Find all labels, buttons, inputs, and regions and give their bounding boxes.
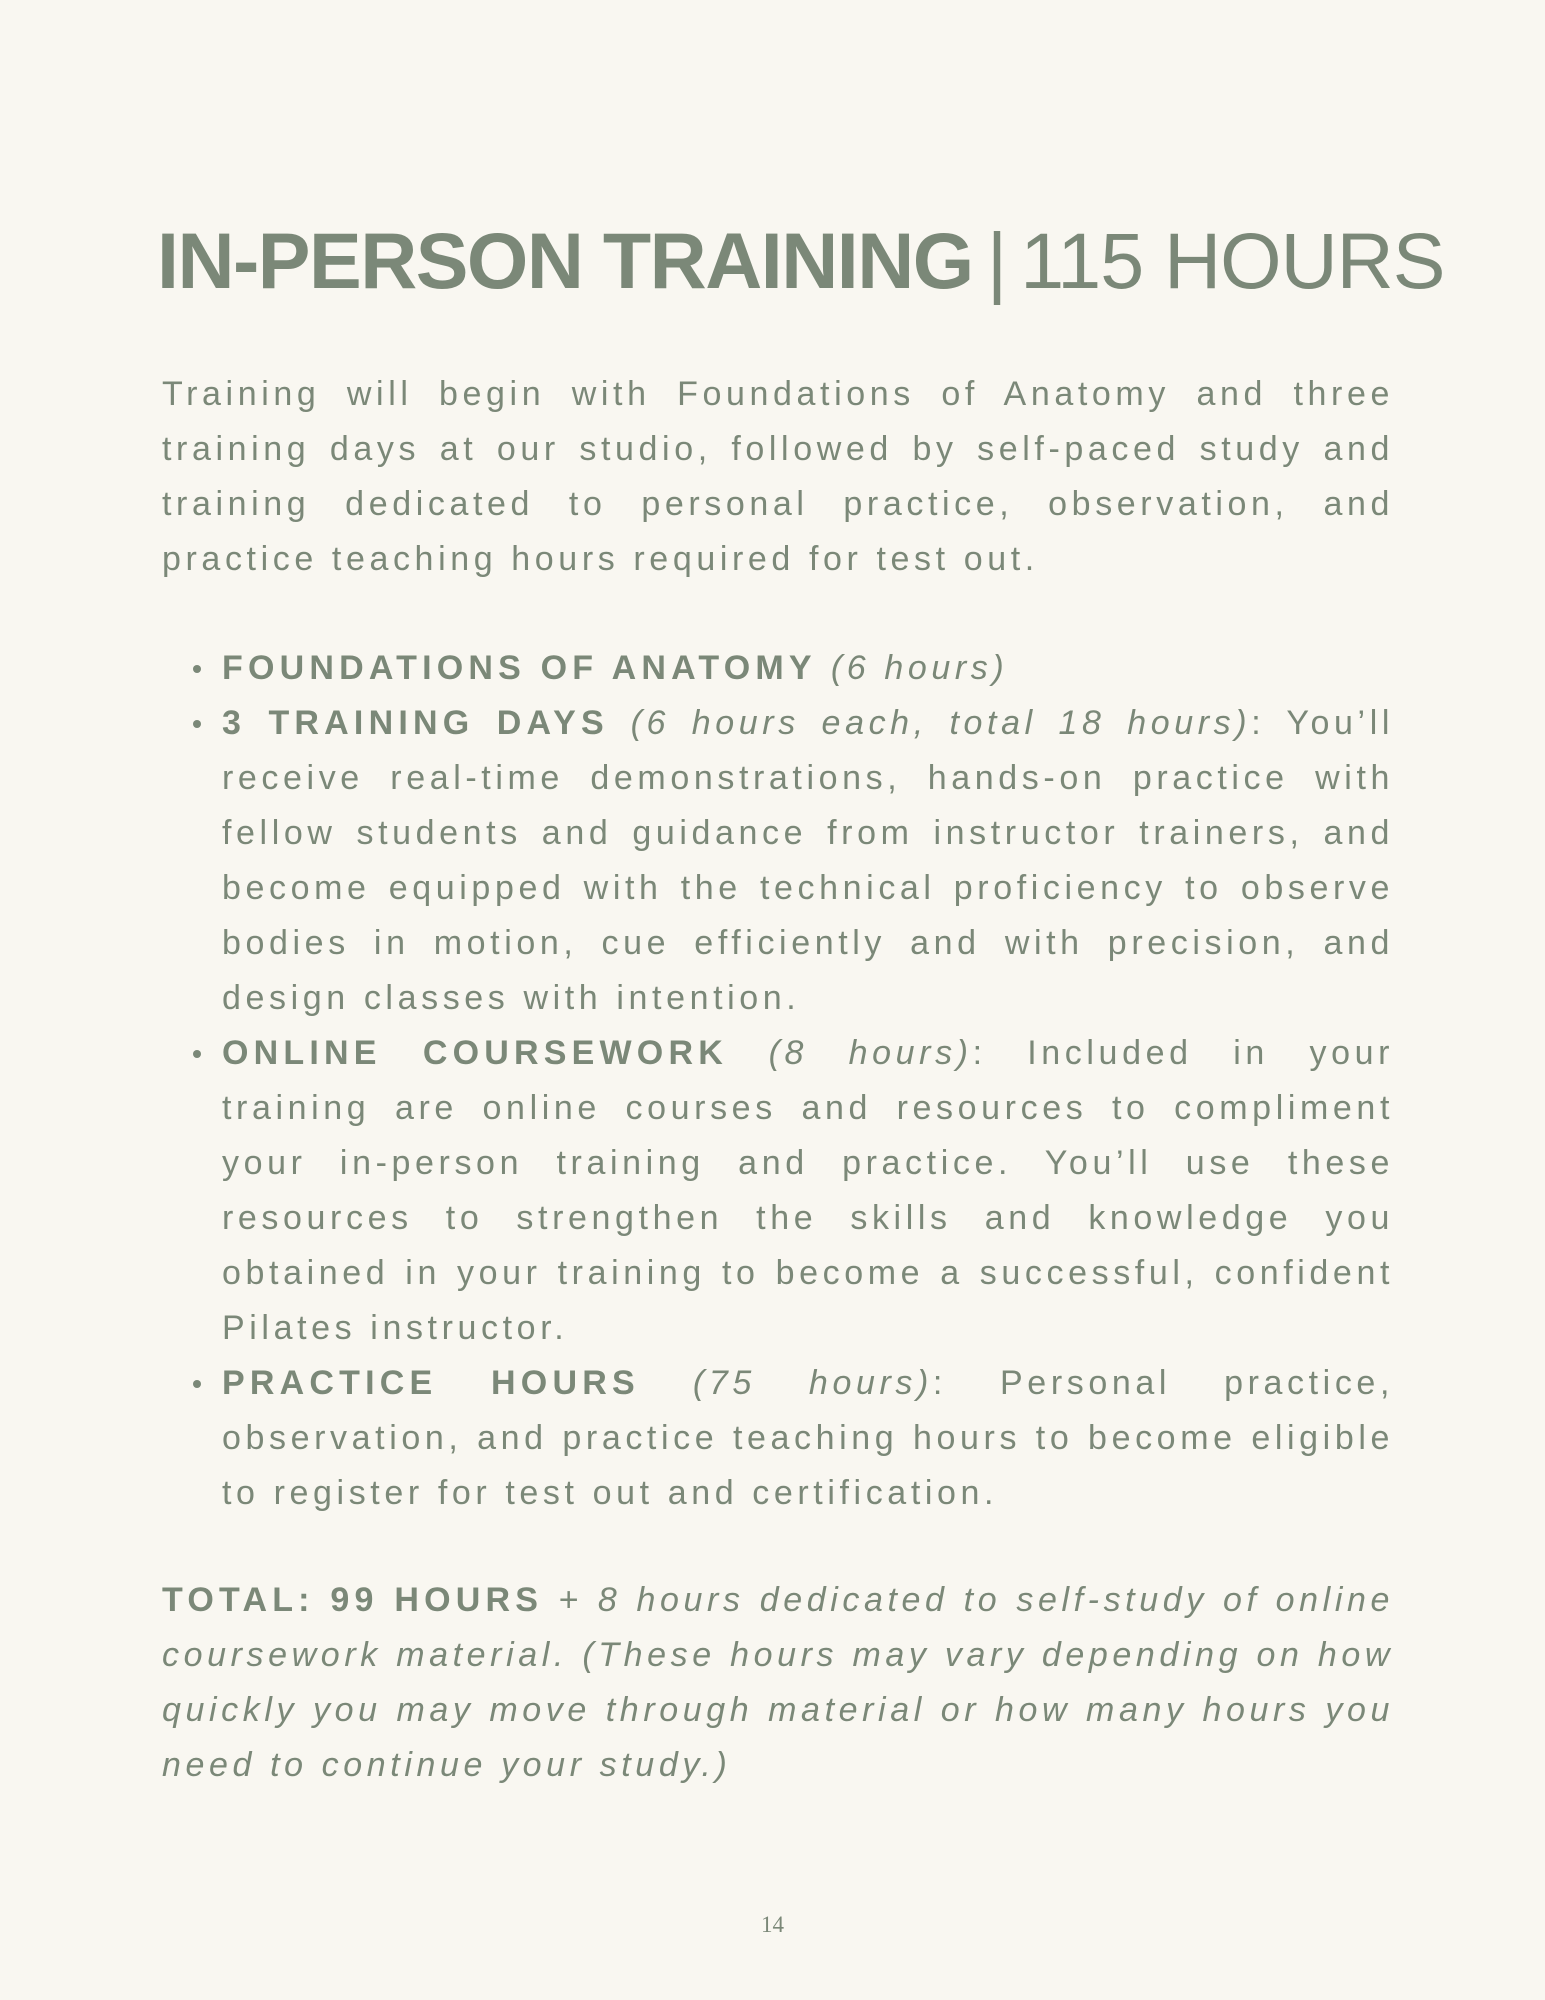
item-hours: (8 hours) xyxy=(768,1034,973,1072)
item-hours: (6 hours each, total 18 hours) xyxy=(630,704,1252,742)
bullet-dot xyxy=(193,1050,201,1058)
bullet-dot xyxy=(193,1380,201,1388)
intro-paragraph: Training will begin with Foundations of Anatomy and three training days at our studio, followed by self-paced study and training dedicated to personal practice, observation, and practice teaching hours required for test out. xyxy=(162,375,1394,578)
item-label: 3 TRAINING DAYS xyxy=(222,704,609,742)
item-colon: : xyxy=(932,1364,947,1402)
total-paragraph xyxy=(162,1573,1394,1793)
item-label: PRACTICE HOURS xyxy=(222,1364,640,1402)
title-separator: | xyxy=(986,216,1007,305)
page-number: 14 xyxy=(761,1912,784,1937)
item-label: FOUNDATIONS OF ANATOMY xyxy=(222,649,817,687)
title-bold-part: IN-PERSON TRAINING xyxy=(157,216,973,305)
item-hours: (75 hours) xyxy=(692,1364,933,1402)
list-item-practice-hours xyxy=(222,1356,1394,1521)
list-item-training-days xyxy=(222,696,1394,1026)
bullet-dot xyxy=(193,665,201,673)
page-title xyxy=(157,218,1444,305)
item-description: You’ll receive real-time demonstrations, hands-on practice with fellow students and guidance from instructor trainers, and become equipped with the technical proficiency to observe bodies in motion, cue efficiently and with precision, and design classes with intention. xyxy=(222,704,1395,1017)
item-description: Personal practice, observation, and practice teaching hours to become eligible to register for test out and certification. xyxy=(222,1364,1394,1512)
list-item-online-coursework xyxy=(222,1026,1394,1356)
item-label: ONLINE COURSEWORK xyxy=(222,1034,728,1072)
total-label: TOTAL: 99 HOURS xyxy=(162,1581,544,1619)
item-colon: : xyxy=(1251,704,1266,742)
training-components-list xyxy=(222,641,1394,1521)
item-hours: (6 hours) xyxy=(830,649,1009,687)
title-hours: 115 HOURS xyxy=(1020,216,1445,305)
total-description: + 8 hours dedicated to self-study of online coursework material. (These hours may vary depending on how quickly you may move through material or how many hours you need to continue your study.) xyxy=(162,1581,1394,1784)
list-item-foundations xyxy=(222,641,1394,696)
item-colon: : xyxy=(972,1034,987,1072)
item-description: Included in your training are online courses and resources to compliment your in-person training and practice. You’ll use these resources to strengthen the skills and knowledge you obtained in your training to become a successful, confident Pilates instructor. xyxy=(222,1034,1395,1347)
bullet-dot xyxy=(193,720,201,728)
